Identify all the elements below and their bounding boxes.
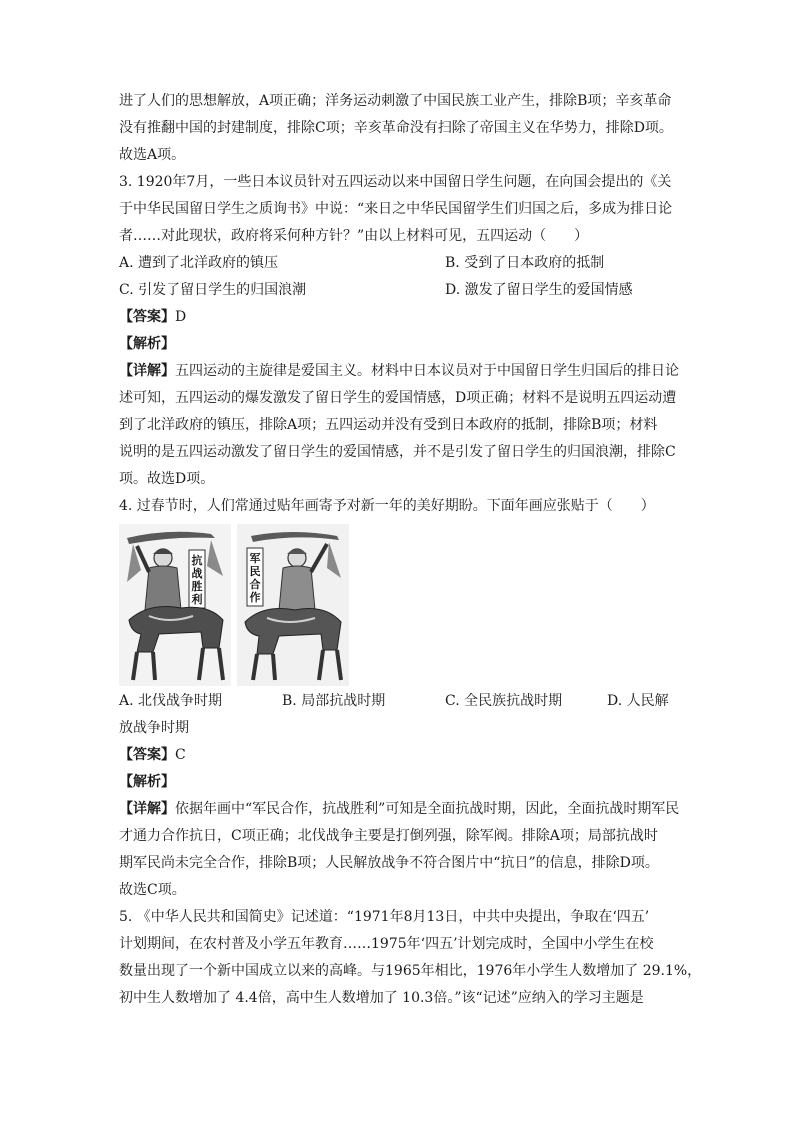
question-stem: 初中生人数增加了 4.4倍，高中生人数增加了 10.3倍。”该“记述”应纳入的学习主题是 — [119, 990, 644, 1006]
q2-tail — [119, 88, 677, 169]
left-banner-char-2: 战 — [191, 567, 203, 580]
left-banner-char-3: 胜 — [191, 580, 203, 593]
question-stem: 4. 过春节时，人们常通过贴年画寄予对新一年的美好期盼。下面年画应张贴于（ ） — [119, 498, 655, 514]
text-line: 故选A项。 — [119, 147, 186, 163]
options-row — [119, 277, 677, 304]
text-line: 进了人们的思想解放，A项正确；洋务运动刺激了中国民族工业产生，排除B项；辛亥革命 — [119, 93, 672, 109]
option-b[interactable]: B. 受到了日本政府的抵制 — [445, 255, 605, 271]
detail-label: 【详解】 — [119, 801, 175, 817]
options-row — [119, 250, 677, 277]
answer-label: 【答案】 — [119, 309, 175, 325]
question-stem: 者……对此现状，政府将采何种方针？”由以上材料可见，五四运动（ ） — [119, 228, 589, 244]
detail-text: 五四运动的主旋律是爱国主义。材料中日本议员对于中国留日学生归国后的排日论 — [175, 363, 679, 379]
detail-line: 说明的是五四运动激发了留日学生的爱国情感，并不是引发了留日学生的归国浪潮，排除C — [119, 444, 676, 460]
text-line: 没有推翻中国的封建制度，排除C项；辛亥革命没有扫除了帝国主义在华势力，排除D项。 — [119, 120, 673, 136]
new-year-picture-figure — [119, 524, 677, 686]
answer-line — [119, 304, 677, 331]
right-banner-char-3: 合 — [249, 578, 261, 591]
new-year-picture-right — [237, 524, 349, 686]
left-banner-char-4: 利 — [191, 593, 203, 606]
new-year-picture-left — [119, 524, 231, 686]
right-banner-char-4: 作 — [249, 591, 261, 604]
option-d[interactable]: D. 激发了留日学生的爱国情感 — [445, 282, 633, 298]
detail-line: 期军民尚未完全合作，排除B项；人民解放战争不符合图片中“抗日”的信息，排除D项。 — [119, 855, 659, 871]
detail-text: 依据年画中“军民合作，抗战胜利”可知是全面抗战时期，因此，全面抗战时期军民 — [175, 801, 680, 817]
option-a[interactable]: A. 遭到了北洋政府的镇压 — [119, 255, 279, 271]
question-stem: 5. 《中华人民共和国简史》记述道：“1971年8月13日，中共中央提出，争取在‘四五’ — [119, 909, 650, 925]
exam-page — [119, 88, 702, 1012]
right-banner-char-1: 军 — [249, 552, 261, 565]
answer-label: 【答案】 — [119, 747, 175, 763]
question-stem: 于中华民国留日学生之质询书》中说：“来日之中华民国留学生们归国之后，多成为排日论 — [119, 201, 673, 217]
option-b[interactable]: B. 局部抗战时期 — [282, 693, 386, 709]
detail-line — [119, 358, 677, 385]
option-c[interactable]: C. 引发了留日学生的归国浪潮 — [119, 282, 307, 298]
analysis-label: 【解析】 — [119, 774, 175, 790]
question-stem: 3. 1920年7月，一些日本议员针对五四运动以来中国留日学生问题，在向国会提出的《关 — [119, 174, 672, 190]
answer-value: C — [175, 747, 186, 763]
detail-line: 项。故选D项。 — [119, 471, 215, 487]
detail-label: 【详解】 — [119, 363, 175, 379]
detail-line: 述可知，五四运动的爆发激发了留日学生的爱国情感，D项正确；材料不是说明五四运动遭 — [119, 390, 677, 406]
question-4 — [119, 493, 680, 904]
option-d[interactable]: D. 人民解 — [607, 693, 669, 709]
detail-line: 到了北洋政府的镇压，排除A项；五四运动并没有受到日本政府的抵制，排除B项；材料 — [119, 417, 658, 433]
question-5 — [119, 904, 702, 1012]
option-d-continuation: 放战争时期 — [119, 720, 189, 736]
answer-value: D — [175, 309, 187, 325]
option-c[interactable]: C. 全民族抗战时期 — [445, 693, 563, 709]
answer-line — [119, 742, 677, 769]
detail-line: 才通力合作抗日，C项正确；北伐战争主要是打倒列强，除军阀。排除A项；局部抗战时 — [119, 828, 658, 844]
question-3 — [119, 169, 677, 493]
detail-line: 故选C项。 — [119, 882, 186, 898]
analysis-label: 【解析】 — [119, 336, 175, 352]
options-row — [119, 688, 677, 715]
option-a[interactable]: A. 北伐战争时期 — [119, 693, 223, 709]
right-banner-char-2: 民 — [249, 565, 261, 578]
question-stem: 计划期间，在农村普及小学五年教育……1975年‘四五’计划完成时，全国中小学生在校 — [119, 936, 654, 952]
left-banner-char-1: 抗 — [191, 554, 203, 567]
question-stem: 数量出现了一个新中国成立以来的高峰。与1965年相比，1976年小学生人数增加了 29.1%， — [119, 963, 702, 979]
detail-line — [119, 796, 680, 823]
